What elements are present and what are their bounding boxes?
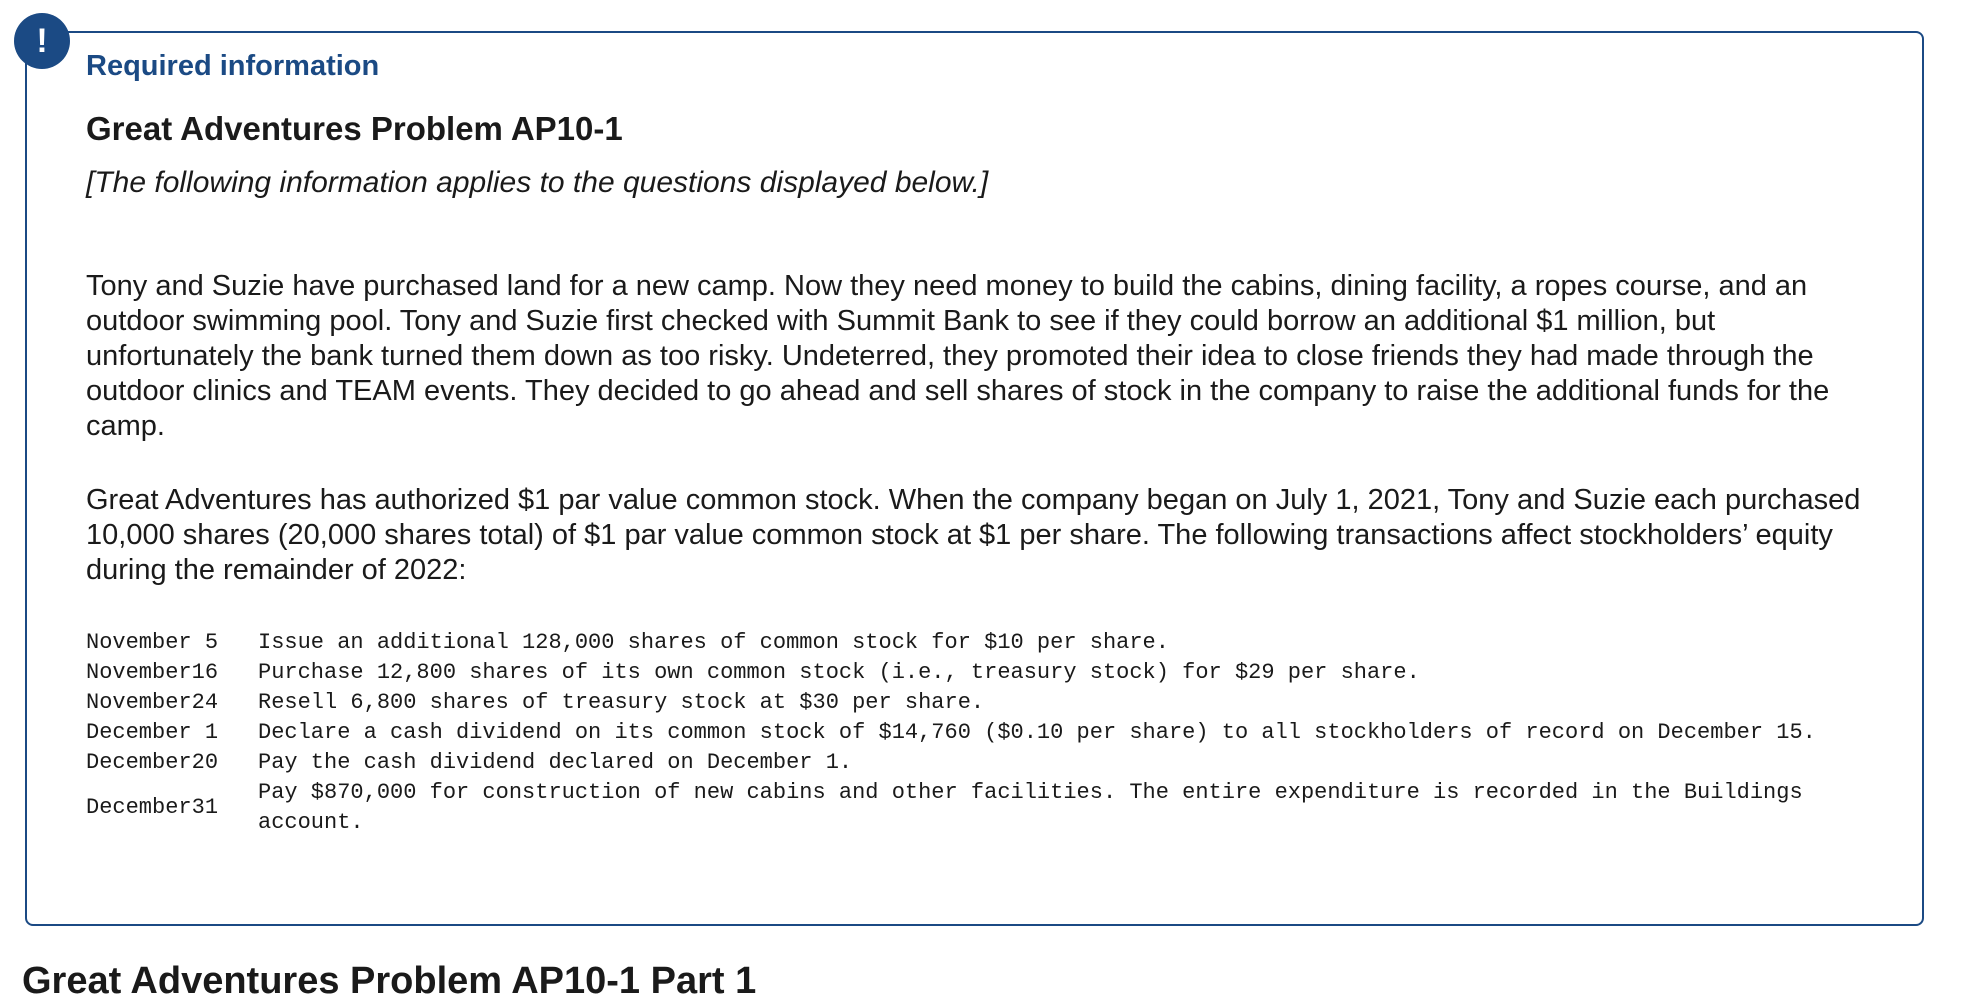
transaction-description: Pay the cash dividend declared on December 1. bbox=[258, 750, 853, 775]
transaction-description: Purchase 12,800 shares of its own common stock (i.e., treasury stock) for $29 per share. bbox=[258, 660, 1420, 685]
transactions-table bbox=[86, 628, 1818, 838]
transaction-date: November24 bbox=[86, 690, 219, 715]
transaction-description: Resell 6,800 shares of treasury stock at $30 per share. bbox=[258, 690, 985, 715]
table-row bbox=[86, 658, 1818, 688]
part-heading: Great Adventures Problem AP10-1 Part 1 bbox=[22, 960, 757, 1002]
intro-paragraph: Tony and Suzie have purchased land for a new camp. Now they need money to build the cabins, dining facility, a ropes course, and an outdoor swimming pool. Tony and Suzie first checked with Summit Bank to see if they could borrow an additional $1 million, but unfortunately the bank turned them down as too risky. Undeterred, they promoted their idea to close friends they had made through the outdoor clinics and TEAM events. They decided to go ahead and sell shares of stock in the company to raise the additional funds for the camp. bbox=[86, 270, 1830, 442]
table-row bbox=[86, 688, 1818, 718]
table-row bbox=[86, 778, 1818, 838]
applies-note: [The following information applies to the questions displayed below.] bbox=[86, 166, 989, 199]
exclamation-icon: ! bbox=[14, 13, 70, 69]
transaction-date: December 1 bbox=[86, 720, 219, 745]
transaction-date: December31 bbox=[86, 795, 219, 820]
transaction-date: December20 bbox=[86, 750, 219, 775]
transaction-description: Pay $870,000 for construction of new cabins and other facilities. The entire expenditure is recorded in the Buildings account. bbox=[258, 780, 1803, 835]
transaction-date: November16 bbox=[86, 660, 219, 685]
table-row bbox=[86, 748, 1818, 778]
table-row bbox=[86, 628, 1818, 658]
transaction-description: Declare a cash dividend on its common stock of $14,760 ($0.10 per share) to all stockholders of record on December 15. bbox=[258, 720, 1816, 745]
required-information-label: Required information bbox=[86, 50, 380, 82]
problem-title: Great Adventures Problem AP10-1 bbox=[86, 110, 623, 147]
transaction-date: November 5 bbox=[86, 630, 219, 655]
table-row bbox=[86, 718, 1818, 748]
transaction-description: Issue an additional 128,000 shares of common stock for $10 per share. bbox=[258, 630, 1169, 655]
stock-paragraph: Great Adventures has authorized $1 par value common stock. When the company began on July 1, 2021, Tony and Suzie each purchased 10,000 shares (20,000 shares total) of $1 par value common stock at $1 per share. The following transactions affect stockholders’ equity during the remainder of 2022: bbox=[86, 484, 1861, 586]
